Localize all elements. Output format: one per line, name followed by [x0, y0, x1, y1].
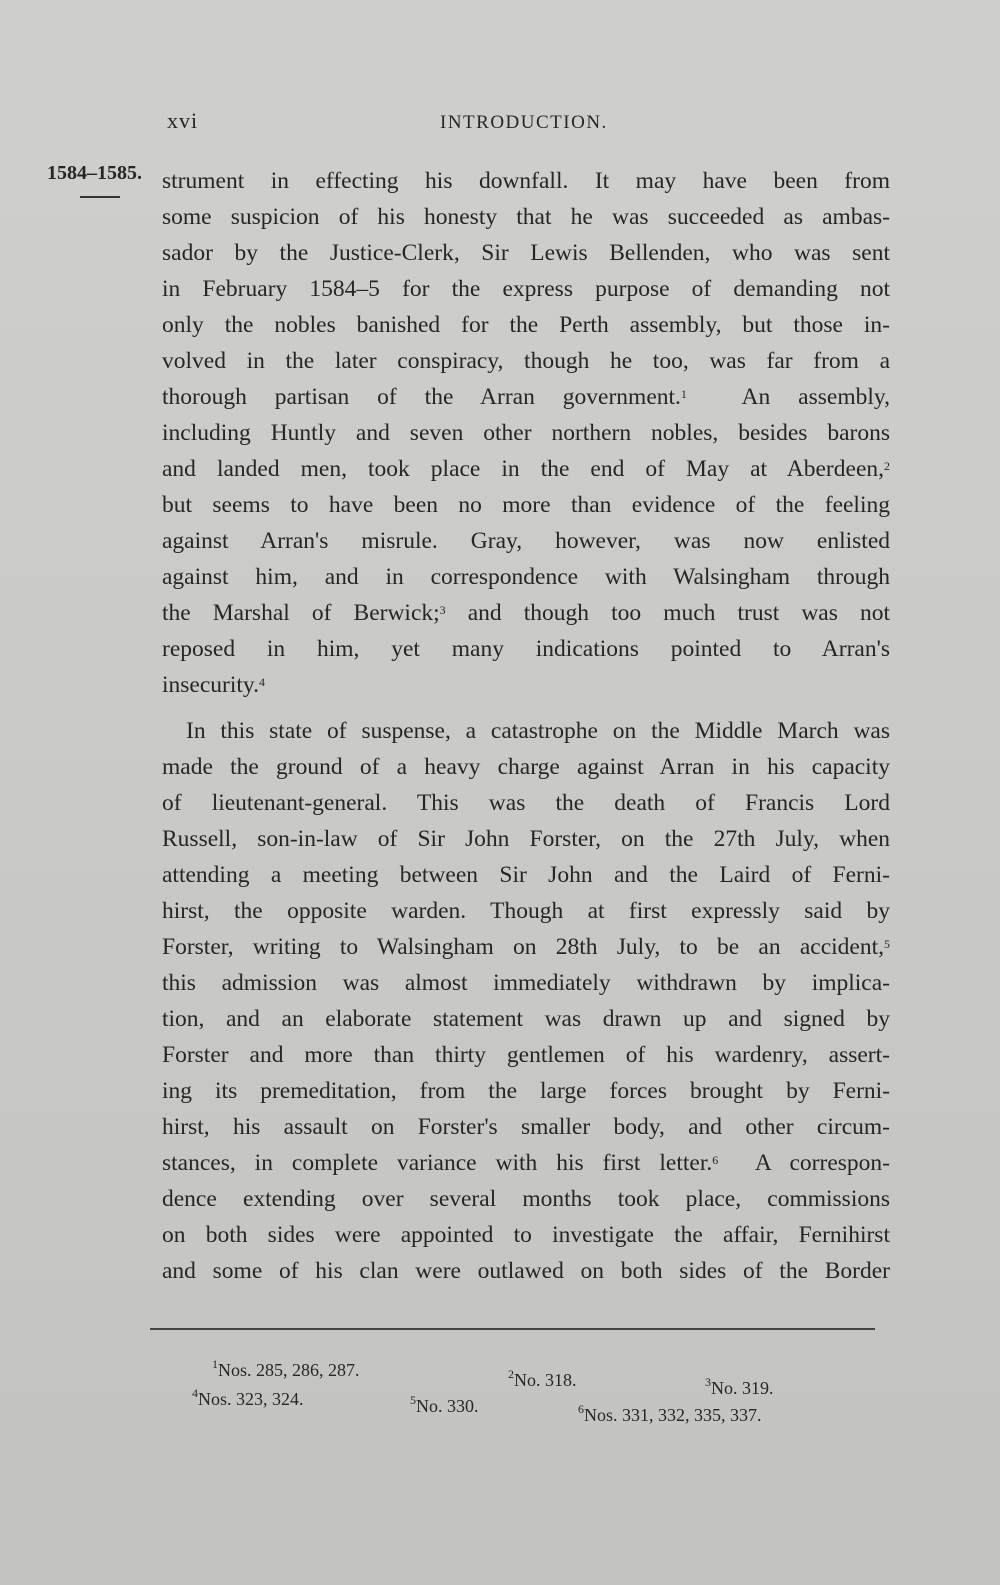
text-line: against him, and in correspondence with Walsingham through — [162, 564, 890, 590]
text-line: hirst, the opposite warden. Though at first expressly said by — [162, 898, 890, 924]
footnote: $^6$Nos. 331, 332, 335, 337. — [578, 1402, 762, 1425]
text-line: and landed men, took place in the end of May at Aberdeen,$^2$ — [162, 456, 890, 482]
footnote: $^3$No. 319. — [705, 1375, 774, 1398]
text-line: only the nobles banished for the Perth assembly, but those in- — [162, 312, 890, 338]
text-line: hirst, his assault on Forster's smaller body, and other circum- — [162, 1114, 890, 1140]
note-ref: 2 — [884, 459, 890, 473]
text-line: some suspicion of his honesty that he was succeeded as ambas- — [162, 204, 890, 230]
text-line: tion, and an elaborate statement was drawn up and signed by — [162, 1006, 890, 1032]
text-line: against Arran's misrule. Gray, however, was now enlisted — [162, 528, 890, 554]
text-line: stances, in complete variance with his first letter.$^6$ A correspon- — [162, 1150, 890, 1176]
note-ref: 5 — [884, 937, 890, 951]
text-line: insecurity.$^4$ — [162, 672, 266, 698]
text-line: in February 1584–5 for the express purpose of demanding not — [162, 276, 890, 302]
note-ref: 3 — [439, 603, 446, 617]
text-line: and some of his clan were outlawed on both sides of the Border — [162, 1258, 890, 1284]
text-line: dence extending over several months took place, commissions — [162, 1186, 890, 1212]
footnote: $^4$Nos. 323, 324. — [192, 1386, 304, 1409]
page-number: xvi — [167, 108, 199, 133]
text-line: made the ground of a heavy charge against Arran in his capacity — [162, 754, 890, 780]
text-line: including Huntly and seven other northern nobles, besides barons — [162, 420, 890, 446]
margin-rule — [80, 196, 120, 198]
footnote: $^5$No. 330. — [410, 1393, 479, 1416]
footnote: $^1$Nos. 285, 286, 287. — [212, 1357, 360, 1380]
note-ref: 4 — [259, 675, 266, 689]
text-line: this admission was almost immediately withdrawn by implica- — [162, 970, 890, 996]
text-line: on both sides were appointed to investigate the affair, Fernihirst — [162, 1222, 890, 1248]
text-line: thorough partisan of the Arran government.$^1$ An assembly, — [162, 384, 890, 410]
note-ref: 1 — [680, 387, 687, 401]
text-line: but seems to have been no more than evidence of the feeling — [162, 492, 890, 518]
footnote-rule — [150, 1328, 875, 1330]
text-line: volved in the later conspiracy, though he too, was far from a — [162, 348, 890, 374]
text-line: strument in effecting his downfall. It may have been from — [162, 168, 890, 194]
running-head: INTRODUCTION. — [440, 112, 608, 133]
text-line: of lieutenant-general. This was the death of Francis Lord — [162, 790, 890, 816]
text-line: In this state of suspense, a catastrophe on the Middle March was — [186, 718, 890, 744]
text-line: attending a meeting between Sir John and the Laird of Ferni- — [162, 862, 890, 888]
text-line: Forster, writing to Walsingham on 28th July, to be an accident,$^5$ — [162, 934, 890, 960]
text-line: ing its premeditation, from the large forces brought by Ferni- — [162, 1078, 890, 1104]
margin-date: 1584–1585. — [47, 162, 142, 184]
note-ref: 6 — [712, 1153, 719, 1167]
text-line: the Marshal of Berwick;$^3$ and though too much trust was not — [162, 600, 890, 626]
text-line: Russell, son-in-law of Sir John Forster, on the 27th July, when — [162, 826, 890, 852]
text-line: Forster and more than thirty gentlemen of his wardenry, assert- — [162, 1042, 890, 1068]
text-line: sador by the Justice-Clerk, Sir Lewis Bellenden, who was sent — [162, 240, 890, 266]
footnote: $^2$No. 318. — [508, 1367, 577, 1390]
text-line: reposed in him, yet many indications pointed to Arran's — [162, 636, 890, 662]
